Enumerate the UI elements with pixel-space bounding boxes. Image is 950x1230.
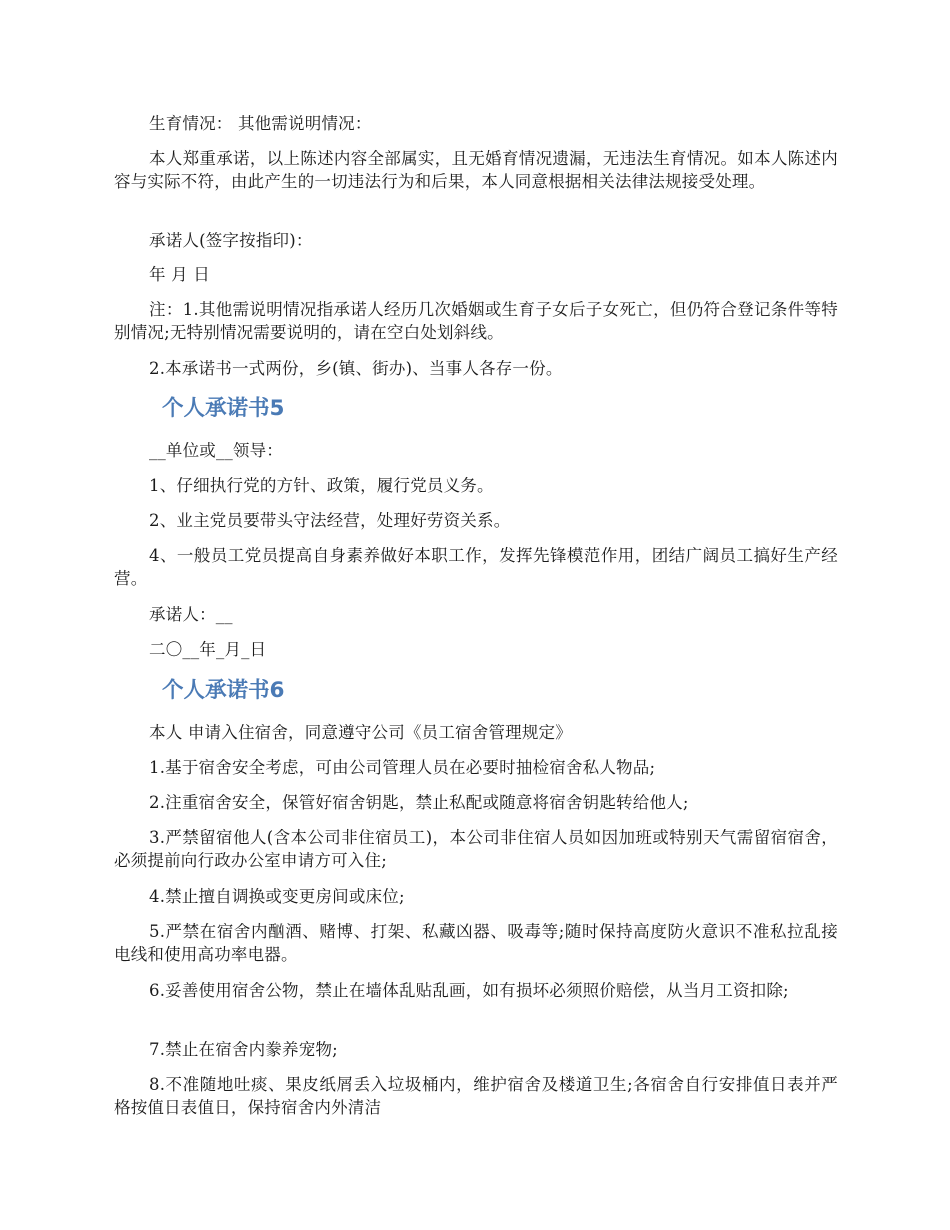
paragraph: 生育情况： 其他需说明情况： [149, 114, 372, 133]
section-heading-5: 个人承诺书5 [162, 396, 285, 421]
paragraph: 年 月 日 [149, 265, 210, 284]
paragraph: 2.本承诺书一式两份，乡(镇、街办)、当事人各存一份。 [149, 359, 563, 378]
paragraph: 8.不准随地吐痰、果皮纸屑丢入垃圾桶内，维护宿舍及楼道卫生;各宿舍自行安排值日表并严格按值日表值日，保持宿舍内外清洁 [114, 1075, 838, 1117]
section-heading-6: 个人承诺书6 [162, 678, 285, 703]
paragraph: 承诺人：__ [149, 605, 233, 624]
paragraph: 本人 申请入住宿舍，同意遵守公司《员工宿舍管理规定》 [149, 723, 572, 742]
paragraph: 3.严禁留宿他人(含本公司非住宿员工)，本公司非住宿人员如因加班或特别天气需留宿宿舍，必须提前向行政办公室申请方可入住; [114, 828, 838, 870]
paragraph: 1.基于宿舍安全考虑，可由公司管理人员在必要时抽检宿舍私人物品; [149, 758, 656, 777]
paragraph: 7.禁止在宿舍内豢养宠物; [149, 1040, 338, 1059]
paragraph: 6.妥善使用宿舍公物，禁止在墙体乱贴乱画，如有损坏必须照价赔偿，从当月工资扣除; [149, 981, 789, 1000]
paragraph: 4、一般员工党员提高自身素养做好本职工作，发挥先锋模范作用，团结广阔员工搞好生产经营。 [114, 546, 838, 588]
paragraph: 承诺人(签字按指印)： [149, 231, 313, 250]
paragraph: 二〇__年_月_日 [149, 640, 267, 659]
paragraph: 5.严禁在宿舍内酗酒、赌博、打架、私藏凶器、吸毒等;随时保持高度防火意识不准私拉乱接电线和使用高功率电器。 [114, 922, 838, 964]
paragraph: 4.禁止擅自调换或变更房间或床位; [149, 887, 405, 906]
paragraph: 1、仔细执行党的方针、政策，履行党员义务。 [149, 476, 494, 495]
paragraph: 本人郑重承诺，以上陈述内容全部属实，且无婚育情况遗漏，无违法生育情况。如本人陈述内容与实际不符，由此产生的一切违法行为和后果，本人同意根据相关法律法规接受处理。 [114, 149, 838, 191]
paragraph: __单位或__领导： [149, 441, 283, 460]
paragraph: 2、业主党员要带头守法经营，处理好劳资关系。 [149, 511, 511, 530]
paragraph: 注：1.其他需说明情况指承诺人经历几次婚姻或生育子女后子女死亡，但仍符合登记条件等特别情况;无特别情况需要说明的，请在空白处划斜线。 [114, 300, 838, 342]
paragraph: 2.注重宿舍安全，保管好宿舍钥匙，禁止私配或随意将宿舍钥匙转给他人; [149, 793, 689, 812]
